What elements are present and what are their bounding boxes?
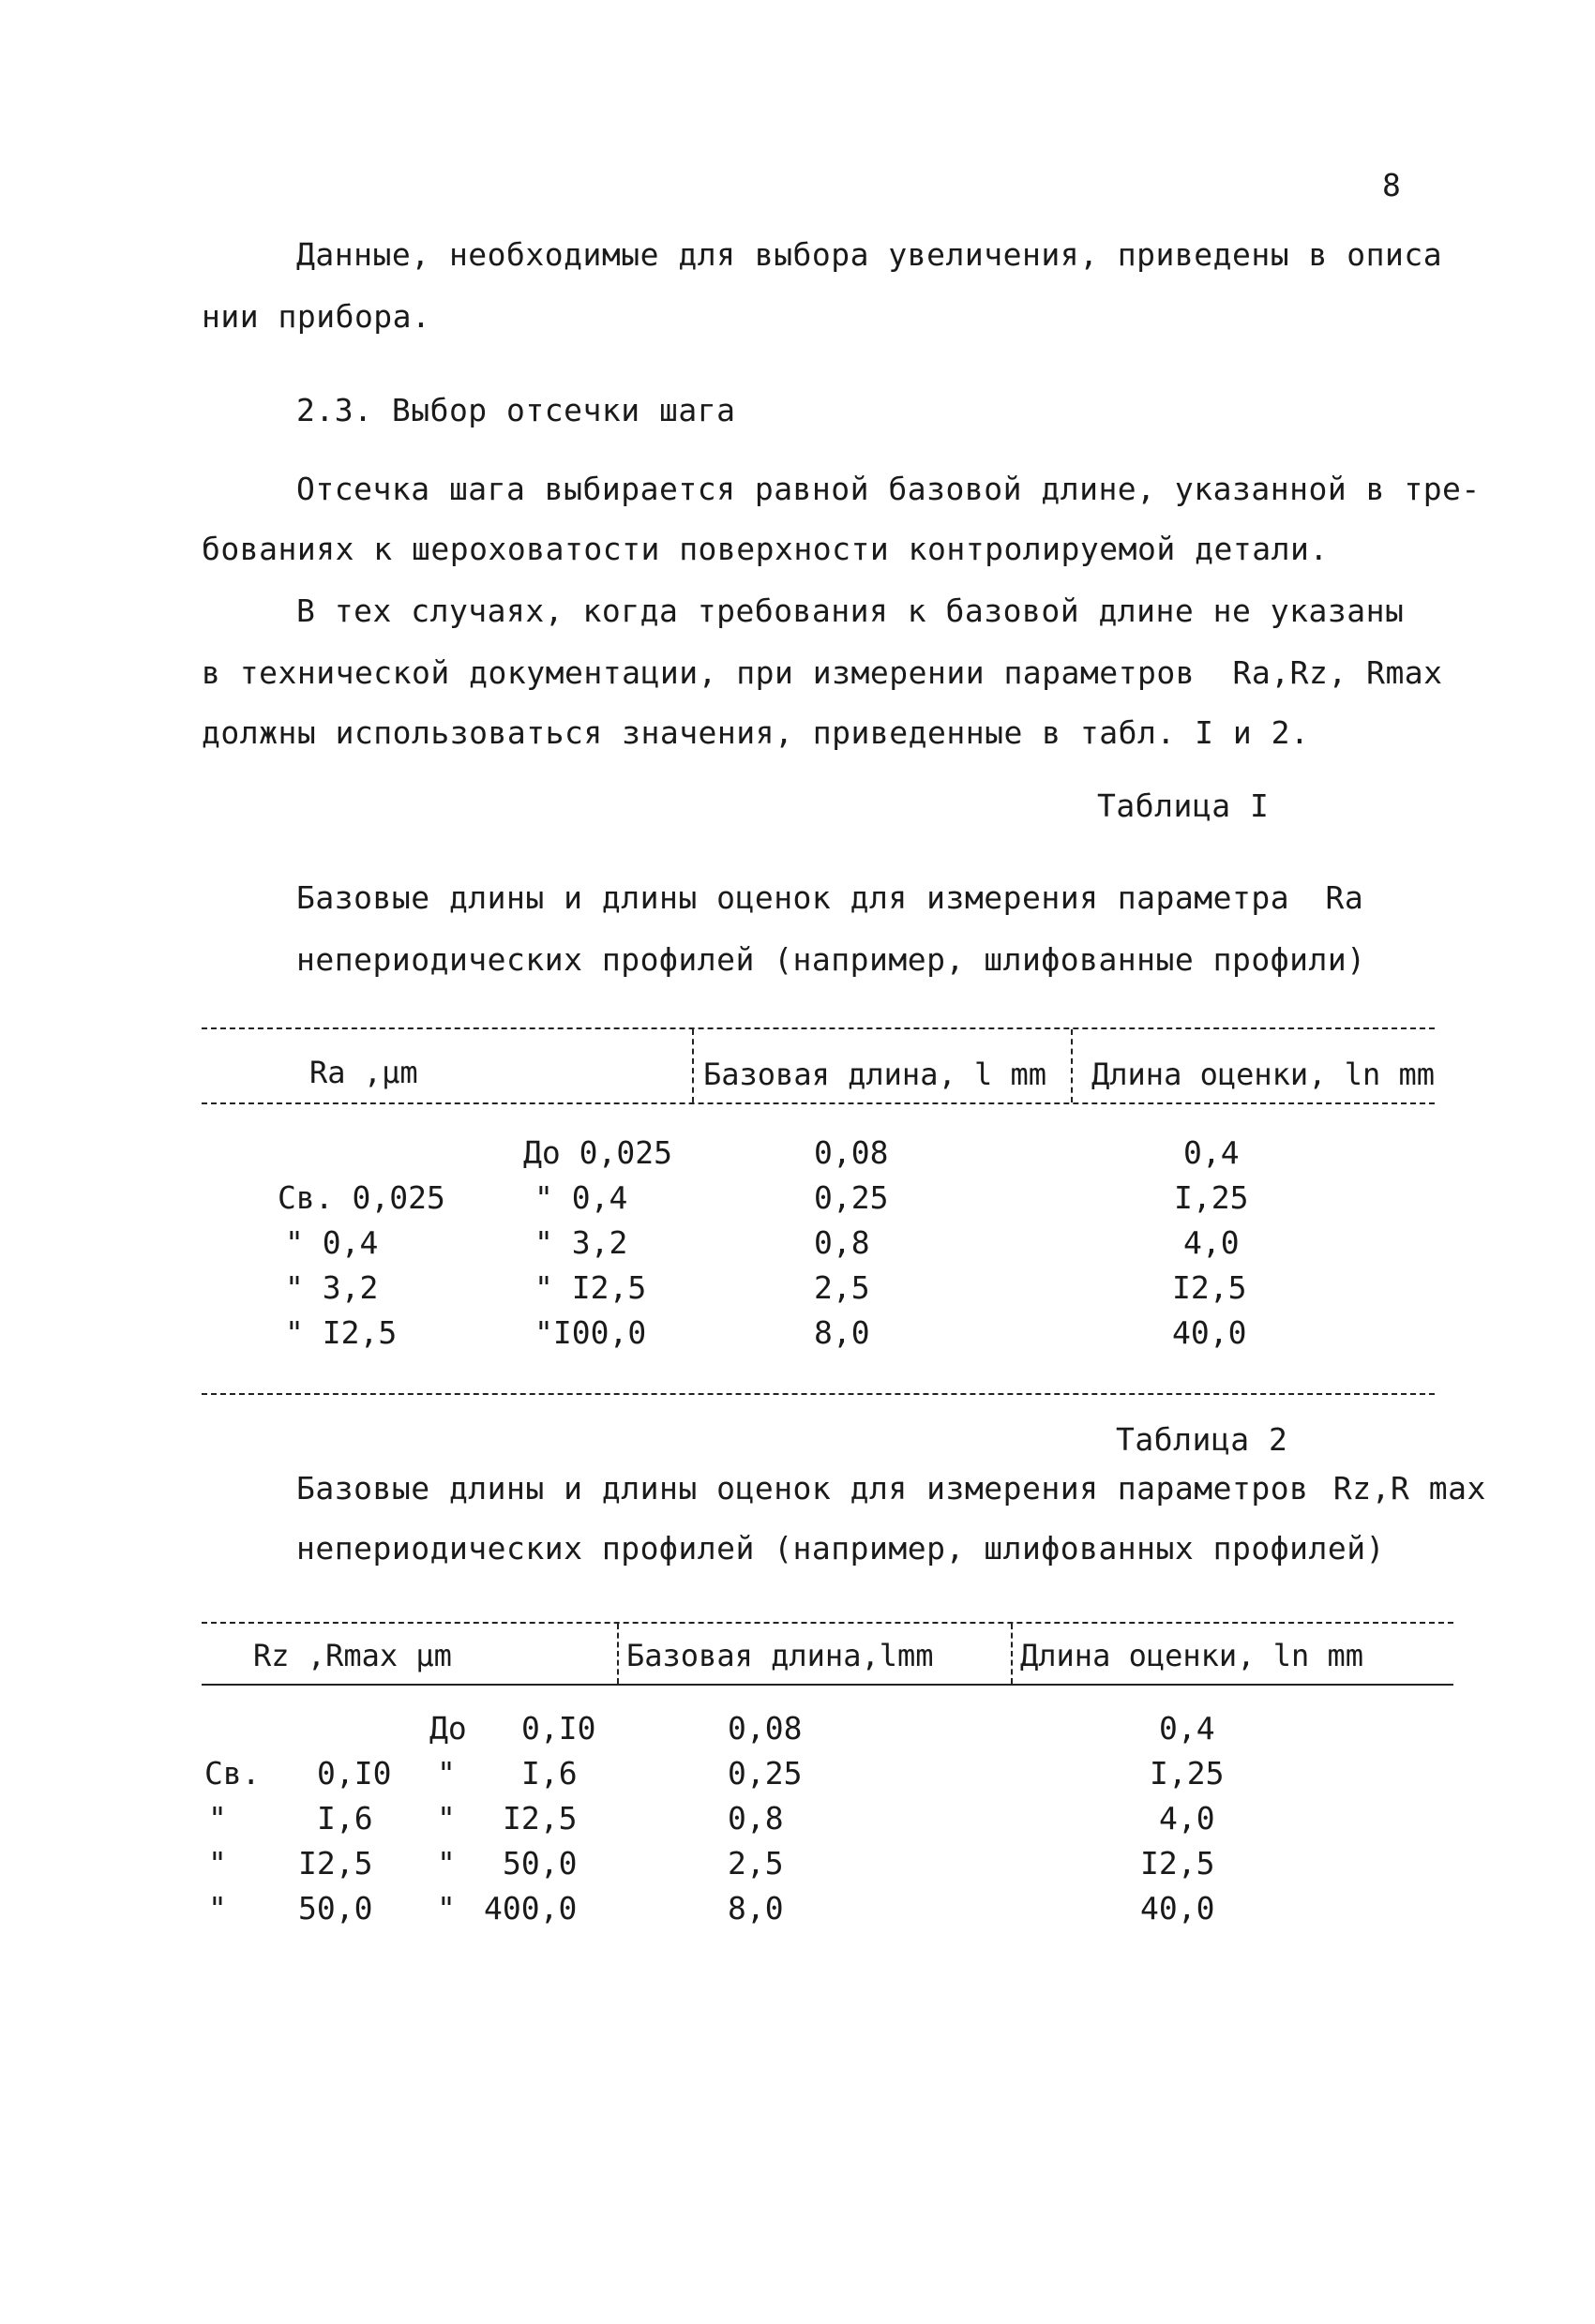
table-2-cell-base: 0,8 [728, 1800, 784, 1837]
table-1-caption-text: Базовые длины и длины оценок для измерения параметра [296, 879, 1290, 916]
table-1-caption-line-1 [296, 879, 1363, 917]
paragraph-2-line-1: В тех случаях, когда требования к базовой длине не указаны [296, 592, 1405, 629]
table-1-cell-from: " 0,4 [285, 1224, 379, 1261]
table-1-cell-from: Св. 0,025 [278, 1179, 445, 1216]
table-1-cell-eval: 40,0 [1172, 1314, 1247, 1351]
table-2-cell-eval: 4,0 [1159, 1800, 1215, 1837]
table-1-cell-to: До 0,025 [523, 1134, 672, 1171]
table-1-caption-param: Ra [1325, 879, 1364, 916]
table-2-cell-from: I2,5 [298, 1845, 373, 1882]
table-2-cell-mid: " [437, 1845, 456, 1882]
table-2-cell-pre: " [208, 1800, 227, 1837]
paragraph-2-params: Ra,Rz, Rmax [1232, 654, 1443, 691]
table-1-header-rule [202, 1102, 1435, 1104]
table-2-cell-eval: I2,5 [1140, 1845, 1215, 1882]
table-2-cell-base: 8,0 [728, 1890, 784, 1927]
table-2-cell-to: I2,5 [503, 1800, 578, 1837]
table-1-header-col-3: Длина оценки, ln mm [1091, 1057, 1436, 1092]
table-1-cell-base: 0,08 [814, 1134, 889, 1171]
table-1-cell-eval: 0,4 [1183, 1134, 1240, 1171]
paragraph-2-line-3: должны использоваться значения, приведенные в табл. I и 2. [202, 714, 1310, 751]
table-2-top-rule [202, 1622, 1453, 1624]
table-2-cell-pre: Св. [204, 1755, 261, 1792]
table-1-col-separator-2 [1071, 1029, 1073, 1102]
table-2-cell-pre: " [208, 1845, 227, 1882]
table-1-bottom-rule [202, 1393, 1435, 1395]
page-number: 8 [1382, 167, 1402, 203]
table-1-cell-eval: I,25 [1174, 1179, 1249, 1216]
table-2-cell-eval: 0,4 [1159, 1710, 1215, 1747]
table-1-top-rule [202, 1027, 1435, 1029]
intro-line-2: нии прибора. [202, 298, 431, 335]
table-2-cell-to: 400,0 [484, 1890, 578, 1927]
table-1-header-col-1: Ra ,μm [309, 1055, 418, 1090]
table-2-caption-line-1 [296, 1470, 1486, 1507]
table-2-cell-from: I,6 [317, 1800, 373, 1837]
table-2-cell-eval: 40,0 [1140, 1890, 1215, 1927]
paragraph-2-line-2 [202, 654, 1443, 692]
table-2-label: Таблица 2 [1116, 1421, 1288, 1458]
table-2-cell-pre: " [208, 1890, 227, 1927]
table-1-cell-base: 2,5 [814, 1269, 870, 1306]
table-1-col-separator-1 [692, 1029, 694, 1102]
table-2-caption-text: Базовые длины и длины оценок для измерения параметров [296, 1470, 1309, 1507]
table-1-cell-from: " I2,5 [285, 1314, 398, 1351]
table-2-cell-base: 2,5 [728, 1845, 784, 1882]
table-2-col-separator-2 [1011, 1624, 1013, 1684]
paragraph-1-line-2: бованиях к шероховатости поверхности контролируемой детали. [202, 531, 1329, 567]
table-2-cell-base: 0,25 [728, 1755, 803, 1792]
table-2-header-col-2: Базовая длина,lmm [626, 1638, 934, 1673]
table-2-cell-mid: " [437, 1755, 456, 1792]
table-2-cell-eval: I,25 [1150, 1755, 1225, 1792]
table-1-label: Таблица I [1097, 787, 1270, 824]
table-2-header-rule [202, 1684, 1453, 1686]
table-1-header-col-2: Базовая длина, l mm [703, 1057, 1047, 1092]
table-2-cell-mid: " [437, 1890, 456, 1927]
paragraph-1-line-1: Отсечка шага выбирается равной базовой длине, указанной в тре- [296, 471, 1481, 507]
table-1-cell-to: "I00,0 [534, 1314, 647, 1351]
table-1-cell-base: 0,8 [814, 1224, 870, 1261]
table-2-header-col-1: Rz ,Rmax μm [253, 1638, 452, 1673]
table-2-caption-line-2: непериодических профилей (например, шлифованных профилей) [296, 1530, 1385, 1567]
table-2-cell-to: I,6 [521, 1755, 578, 1792]
table-2-col-separator-1 [617, 1624, 619, 1684]
table-2-cell-mid: " [437, 1800, 456, 1837]
paragraph-2-line-2-text: в технической документации, при измерении параметров [202, 654, 1196, 691]
table-2-caption-param: Rz,R max [1332, 1470, 1486, 1507]
intro-line-1: Данные, необходимые для выбора увеличения, приведены в описа [296, 236, 1443, 273]
table-2-header-col-3: Длина оценки, ln mm [1020, 1638, 1364, 1673]
table-1-cell-to: " 0,4 [534, 1179, 628, 1216]
table-2-cell-from: 0,I0 [317, 1755, 392, 1792]
table-1-cell-base: 0,25 [814, 1179, 889, 1216]
table-2-cell-mid: До [429, 1710, 467, 1747]
table-1-caption-line-2: непериодических профилей (например, шлифованные профили) [296, 941, 1366, 978]
table-1-cell-eval: 4,0 [1183, 1224, 1240, 1261]
table-2-cell-to: 50,0 [503, 1845, 578, 1882]
table-1-cell-base: 8,0 [814, 1314, 870, 1351]
table-1-cell-from: " 3,2 [285, 1269, 379, 1306]
table-2-cell-base: 0,08 [728, 1710, 803, 1747]
table-1-cell-to: " I2,5 [534, 1269, 647, 1306]
table-1-cell-to: " 3,2 [534, 1224, 628, 1261]
section-heading: 2.3. Выбор отсечки шага [296, 392, 736, 428]
table-2-cell-to: 0,I0 [521, 1710, 596, 1747]
table-2-cell-from: 50,0 [298, 1890, 373, 1927]
table-1-cell-eval: I2,5 [1172, 1269, 1247, 1306]
